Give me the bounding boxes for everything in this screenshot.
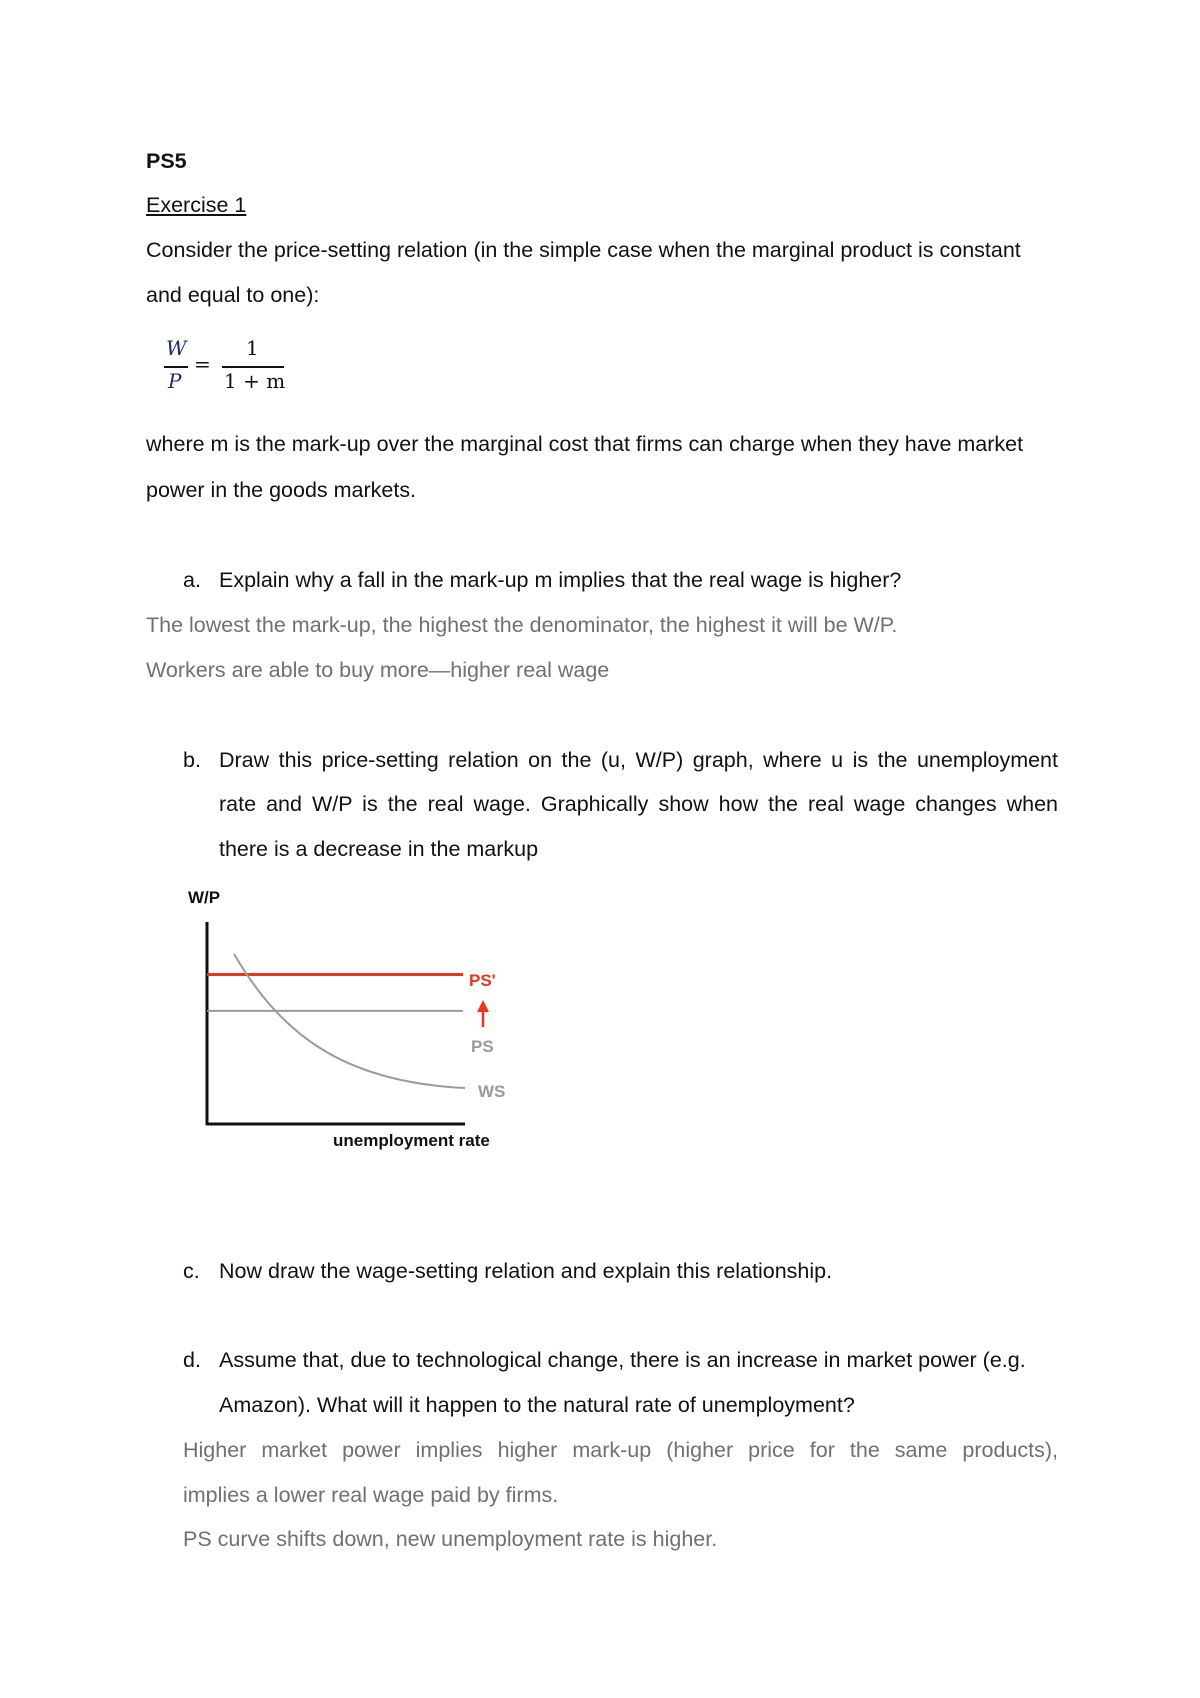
y-axis-label: W/P <box>188 888 221 907</box>
answer-d-line-1: Higher market power implies higher mark-up (higher price for the same products), <box>183 1438 1058 1462</box>
price-setting-formula <box>160 336 300 398</box>
formula-rhs-numerator: 1 <box>246 336 259 360</box>
formula-lhs-bar <box>164 366 188 368</box>
question-d-line-2: Amazon). What will it happen to the natural rate of unemployment? <box>219 1393 855 1417</box>
intro-line-1: Consider the price-setting relation (in the simple case when the marginal product is constant <box>146 238 1021 262</box>
formula-rhs-bar <box>222 366 284 368</box>
question-b-line-1: Draw this price-setting relation on the (u, W/P) graph, where u is the unemployment <box>219 748 1058 772</box>
shift-up-arrow-icon <box>477 1000 489 1027</box>
formula-lhs-numerator: W <box>166 336 187 360</box>
ps-prime-label: PS' <box>469 971 496 990</box>
formula-lhs-denominator: P <box>168 369 182 393</box>
ps-ws-chart <box>180 882 520 1162</box>
question-a-marker: a. <box>183 568 201 592</box>
ws-label: WS <box>478 1082 506 1101</box>
where-line-1: where m is the mark-up over the marginal cost that firms can charge when they have market <box>146 432 1024 456</box>
answer-a-line-2: Workers are able to buy more—higher real wage <box>146 658 610 682</box>
answer-a-line-1: The lowest the mark-up, the highest the denominator, the highest it will be W/P. <box>146 613 898 637</box>
answer-d-line-2: implies a lower real wage paid by firms. <box>183 1483 559 1507</box>
question-c-marker: c. <box>183 1259 200 1283</box>
answer-d-line-3: PS curve shifts down, new unemployment rate is higher. <box>183 1527 718 1551</box>
question-c-text: Now draw the wage-setting relation and explain this relationship. <box>219 1259 833 1283</box>
question-d-marker: d. <box>183 1348 201 1372</box>
question-b-line-3: there is a decrease in the markup <box>219 837 539 861</box>
exercise-heading: Exercise 1 <box>146 193 247 217</box>
formula-rhs-denominator: 1 + m <box>224 369 286 393</box>
x-axis-label: unemployment rate <box>333 1131 490 1150</box>
ps-label: PS <box>471 1037 494 1056</box>
question-d-line-1: Assume that, due to technological change, there is an increase in market power (e.g. <box>219 1348 1026 1372</box>
where-line-2: power in the goods markets. <box>146 478 417 502</box>
formula-equals: = <box>194 352 211 376</box>
question-a-text: Explain why a fall in the mark-up m implies that the real wage is higher? <box>219 568 902 592</box>
question-b-marker: b. <box>183 748 201 772</box>
question-b-line-2: rate and W/P is the real wage. Graphically show how the real wage changes when <box>219 792 1058 816</box>
page-title: PS5 <box>146 149 187 173</box>
intro-line-2: and equal to one): <box>146 283 320 307</box>
